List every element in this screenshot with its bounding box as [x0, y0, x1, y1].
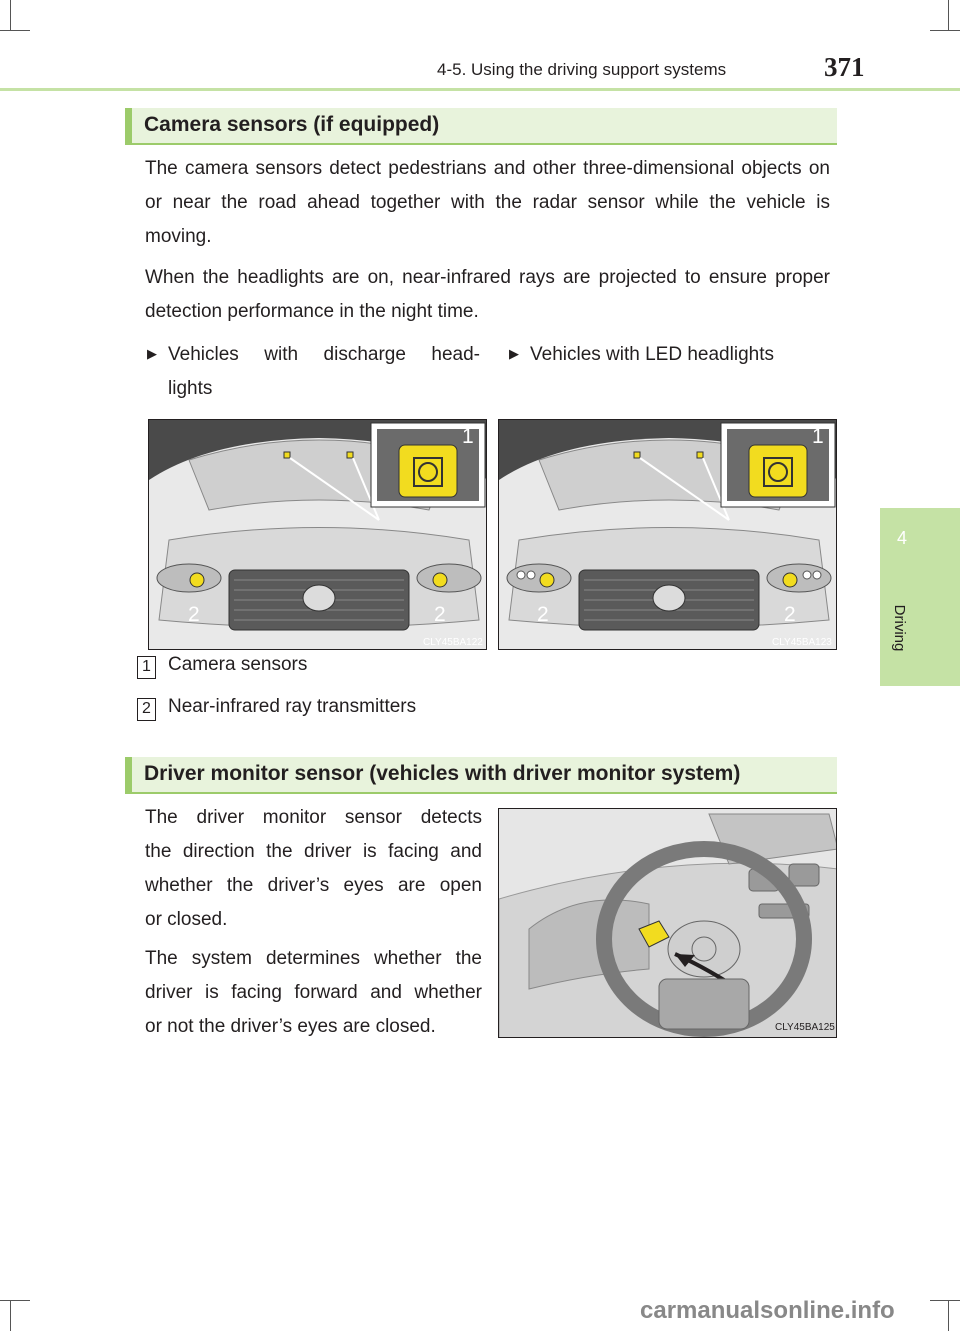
- legend-number-1: 1: [137, 656, 156, 679]
- camera-paragraph-1: The camera sensors detect pedestrians and other three-dimensional objects on or near the road ahead together with the radar sensor while the vehicle is moving.: [145, 158, 830, 247]
- legend-text-2: Near-infrared ray transmitters: [168, 696, 417, 717]
- figure-code-right: CLY45BA123: [772, 637, 832, 648]
- option-discharge-line2: lights: [168, 378, 213, 399]
- legend-text-1: Camera sensors: [168, 654, 308, 675]
- driver-monitor-section-title: Driver monitor sensor (vehicles with driver monitor system): [144, 762, 741, 785]
- driver-para2-line: driver is facing forward and whether: [145, 982, 482, 1003]
- driver-para1-line: whether the driver’s eyes are open: [145, 875, 482, 896]
- callout-1-left: 1: [462, 425, 474, 448]
- chapter-tab-label: Driving: [891, 604, 908, 652]
- driver-para2-line: The system determines whether the: [145, 948, 482, 969]
- triangle-bullet-icon: ▶: [147, 346, 157, 361]
- driver-paragraph-2: [145, 942, 482, 1044]
- legend-number-2: 2: [137, 698, 156, 721]
- driver-paragraph-1: [145, 801, 482, 937]
- callout-2-right-b: 2: [784, 603, 796, 626]
- callout-2-right-a: 2: [537, 603, 549, 626]
- camera-section-heading: [125, 108, 837, 145]
- figure-code-driver: CLY45BA125: [775, 1022, 835, 1033]
- callout-1-right: 1: [812, 425, 824, 448]
- callout-2-left-b: 2: [434, 603, 446, 626]
- driver-para1-line: or closed.: [145, 909, 228, 930]
- triangle-bullet-icon: ▶: [509, 346, 519, 361]
- driver-para1-line: The driver monitor sensor detects: [145, 807, 482, 828]
- driver-para2-line: or not the driver’s eyes are closed.: [145, 1016, 436, 1037]
- chapter-tab-number: 4: [896, 528, 907, 548]
- camera-section-title: Camera sensors (if equipped): [144, 113, 440, 136]
- header-rule: [0, 88, 960, 91]
- option-led: Vehicles with LED headlights: [530, 344, 774, 365]
- watermark: carmanualsonline.info: [640, 1297, 895, 1324]
- driver-para1-line: the direction the driver is facing and: [145, 841, 482, 862]
- running-header: 4-5. Using the driving support systems: [437, 60, 727, 79]
- steering-wheel-illustration: [499, 809, 837, 1038]
- figure-code-left: CLY45BA122: [423, 637, 483, 648]
- driver-monitor-section-heading: [125, 757, 837, 794]
- page-number: 371: [824, 52, 865, 82]
- camera-paragraph-2: When the headlights are on, near-infrared rays are projected to ensure proper detection performance in the night time.: [145, 267, 830, 322]
- callout-2-left-a: 2: [188, 603, 200, 626]
- figure-driver-monitor: [498, 808, 837, 1038]
- option-discharge-line1: Vehicles with discharge head-: [168, 344, 480, 365]
